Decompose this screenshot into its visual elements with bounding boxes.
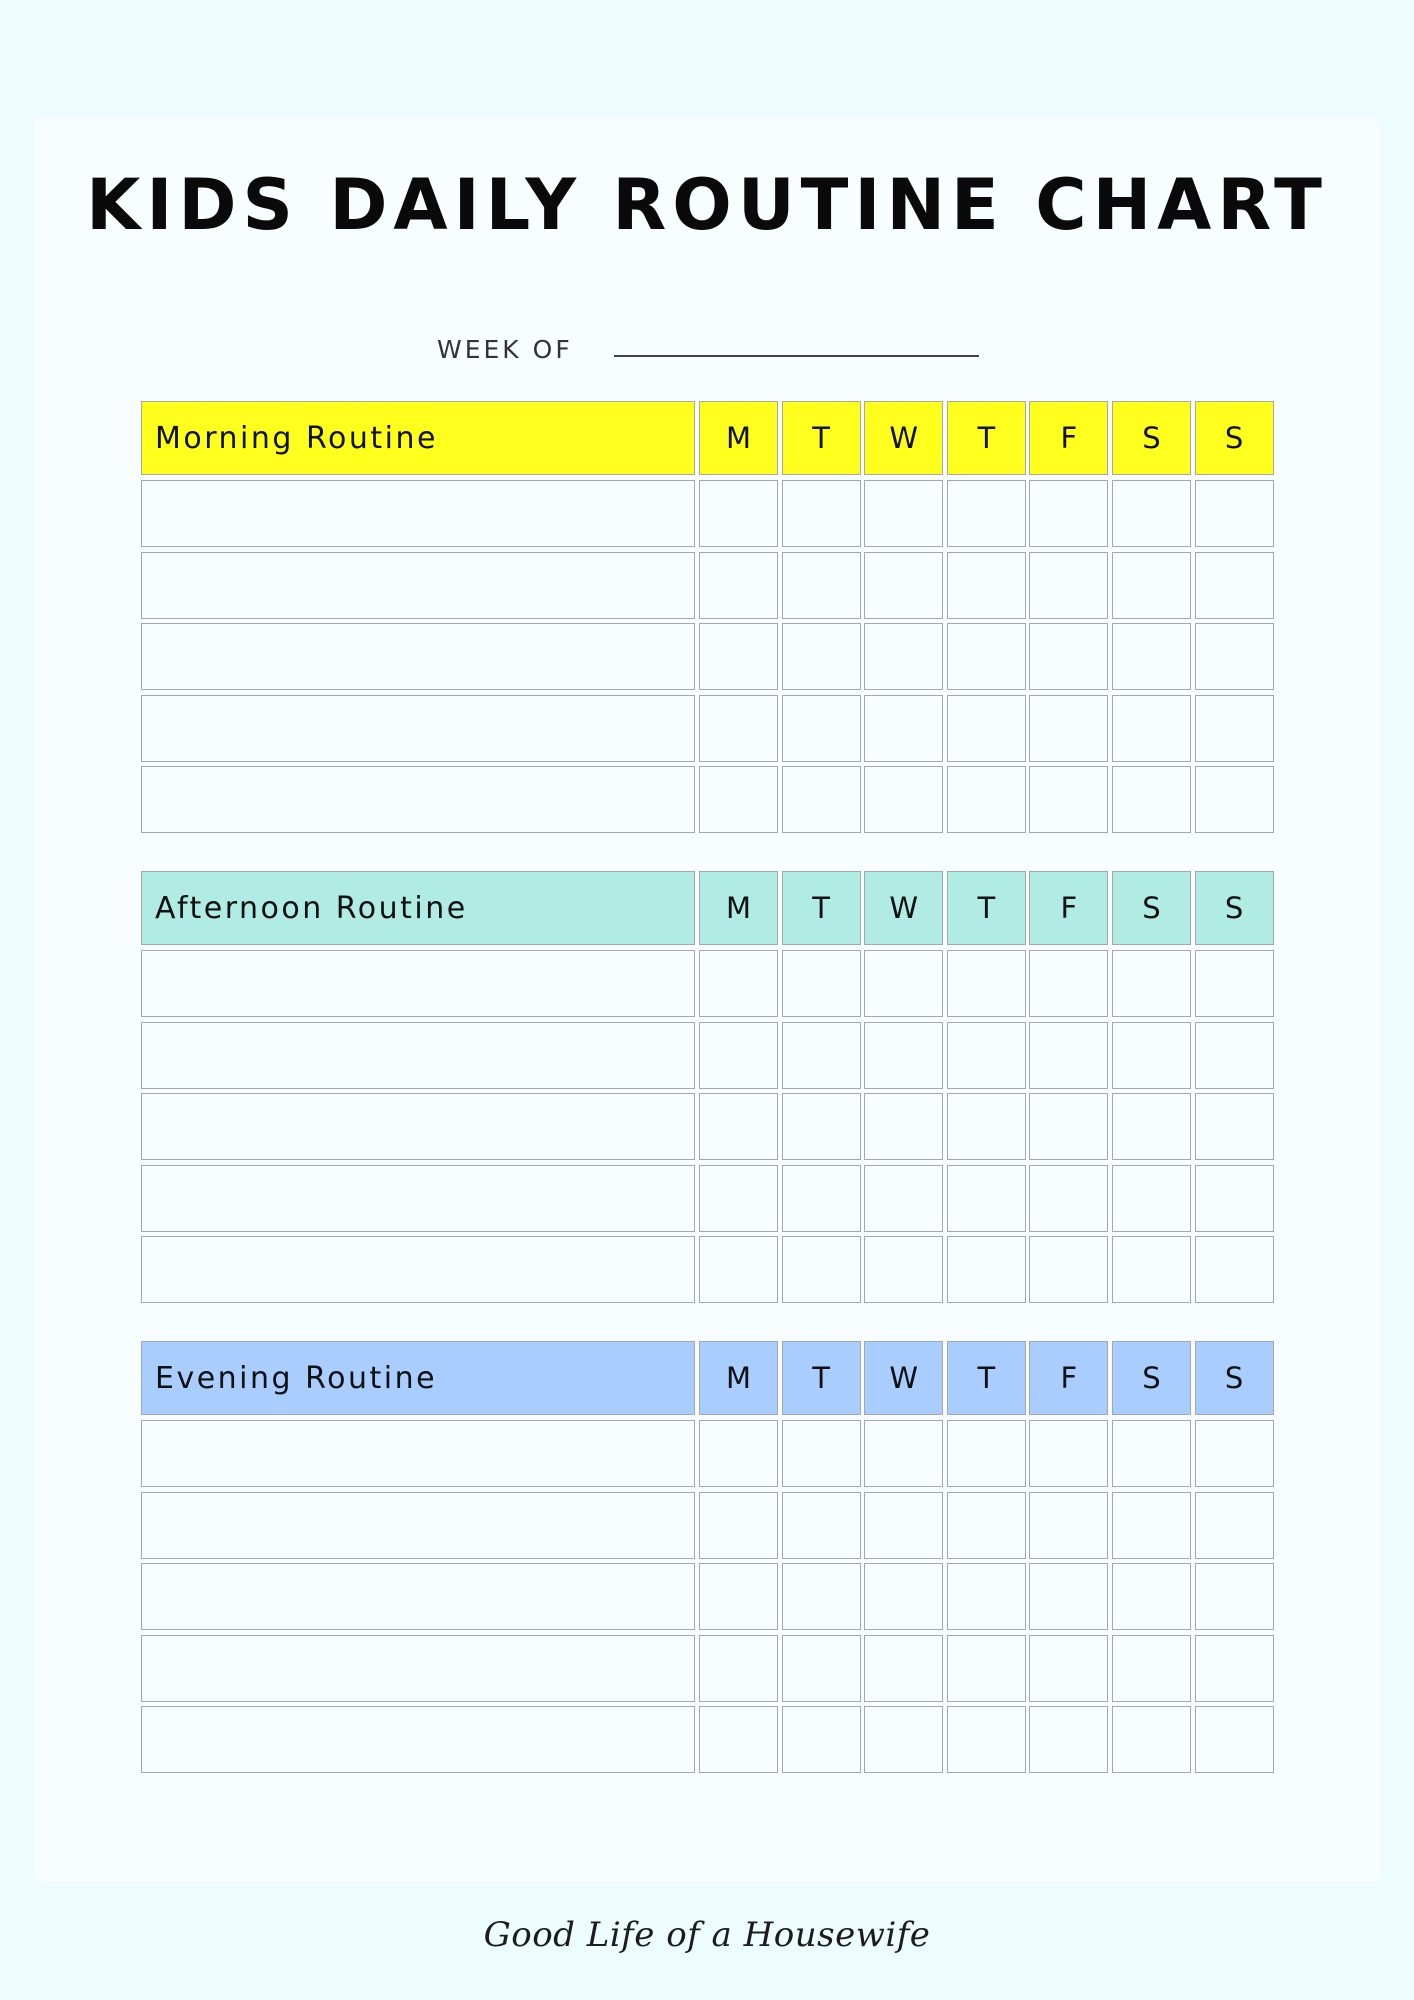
day-header: M	[699, 401, 778, 475]
day-checkbox-cell[interactable]	[947, 623, 1026, 690]
day-checkbox-cell[interactable]	[782, 1635, 861, 1702]
evening-routine-table	[141, 1341, 1274, 1773]
day-checkbox-cell[interactable]	[864, 1420, 943, 1487]
footer-signature: Good Life of a Housewife	[483, 1915, 931, 1955]
day-checkbox-cell[interactable]	[699, 1706, 778, 1773]
day-checkbox-cell[interactable]	[782, 1563, 861, 1630]
day-checkbox-cell[interactable]	[947, 766, 1026, 833]
task-cell[interactable]	[141, 552, 695, 619]
task-cell[interactable]	[141, 1022, 695, 1089]
day-checkbox-cell[interactable]	[782, 552, 861, 619]
day-checkbox-cell[interactable]	[1195, 1635, 1274, 1702]
task-cell[interactable]	[141, 480, 695, 547]
day-checkbox-cell[interactable]	[1112, 695, 1191, 762]
day-checkbox-cell[interactable]	[1195, 1236, 1274, 1303]
day-checkbox-cell[interactable]	[947, 1420, 1026, 1487]
day-checkbox-cell[interactable]	[947, 552, 1026, 619]
day-checkbox-cell[interactable]	[1029, 1563, 1108, 1630]
day-checkbox-cell[interactable]	[864, 766, 943, 833]
day-header: F	[1029, 401, 1108, 475]
day-header: T	[782, 871, 861, 945]
afternoon-routine-table	[141, 871, 1274, 1303]
day-header: W	[864, 401, 943, 475]
day-checkbox-cell[interactable]	[864, 1563, 943, 1630]
day-checkbox-cell[interactable]	[1112, 1420, 1191, 1487]
day-checkbox-cell[interactable]	[699, 1635, 778, 1702]
day-checkbox-cell[interactable]	[699, 695, 778, 762]
day-checkbox-cell[interactable]	[782, 1706, 861, 1773]
task-cell[interactable]	[141, 1492, 695, 1559]
day-header: W	[864, 1341, 943, 1415]
day-header: S	[1195, 1341, 1274, 1415]
day-checkbox-cell[interactable]	[782, 623, 861, 690]
day-checkbox-cell[interactable]	[699, 480, 778, 547]
day-checkbox-cell[interactable]	[1112, 1563, 1191, 1630]
day-checkbox-cell[interactable]	[864, 1236, 943, 1303]
day-checkbox-cell[interactable]	[1029, 1706, 1108, 1773]
day-checkbox-cell[interactable]	[1195, 1706, 1274, 1773]
day-checkbox-cell[interactable]	[699, 1492, 778, 1559]
day-checkbox-cell[interactable]	[1029, 1236, 1108, 1303]
day-checkbox-cell[interactable]	[699, 1093, 778, 1160]
task-cell[interactable]	[141, 950, 695, 1017]
day-checkbox-cell[interactable]	[782, 1093, 861, 1160]
day-checkbox-cell[interactable]	[1029, 950, 1108, 1017]
day-checkbox-cell[interactable]	[1029, 1093, 1108, 1160]
day-checkbox-cell[interactable]	[1195, 552, 1274, 619]
day-header: T	[947, 401, 1026, 475]
day-checkbox-cell[interactable]	[699, 1420, 778, 1487]
day-checkbox-cell[interactable]	[864, 1635, 943, 1702]
task-cell[interactable]	[141, 1236, 695, 1303]
day-checkbox-cell[interactable]	[1029, 552, 1108, 619]
day-header: T	[947, 871, 1026, 945]
day-checkbox-cell[interactable]	[1029, 623, 1108, 690]
day-checkbox-cell[interactable]	[782, 1420, 861, 1487]
task-cell[interactable]	[141, 1093, 695, 1160]
day-checkbox-cell[interactable]	[1195, 950, 1274, 1017]
day-checkbox-cell[interactable]	[947, 1492, 1026, 1559]
day-checkbox-cell[interactable]	[864, 623, 943, 690]
morning-routine-table	[141, 401, 1274, 833]
task-cell[interactable]	[141, 1706, 695, 1773]
day-checkbox-cell[interactable]	[1195, 766, 1274, 833]
day-checkbox-cell[interactable]	[699, 1563, 778, 1630]
day-checkbox-cell[interactable]	[1195, 1093, 1274, 1160]
task-cell[interactable]	[141, 1635, 695, 1702]
day-checkbox-cell[interactable]	[1029, 766, 1108, 833]
day-checkbox-cell[interactable]	[1112, 552, 1191, 619]
day-checkbox-cell[interactable]	[1195, 623, 1274, 690]
day-checkbox-cell[interactable]	[864, 1093, 943, 1160]
day-checkbox-cell[interactable]	[782, 695, 861, 762]
day-checkbox-cell[interactable]	[1112, 623, 1191, 690]
day-checkbox-cell[interactable]	[699, 1165, 778, 1232]
day-checkbox-cell[interactable]	[1195, 480, 1274, 547]
day-checkbox-cell[interactable]	[1112, 1165, 1191, 1232]
day-checkbox-cell[interactable]	[782, 950, 861, 1017]
day-checkbox-cell[interactable]	[947, 695, 1026, 762]
day-header: W	[864, 871, 943, 945]
day-checkbox-cell[interactable]	[1029, 1492, 1108, 1559]
day-checkbox-cell[interactable]	[782, 1492, 861, 1559]
page-title: KIDS DAILY ROUTINE CHART	[86, 164, 1328, 246]
day-checkbox-cell[interactable]	[699, 766, 778, 833]
day-checkbox-cell[interactable]	[1029, 1022, 1108, 1089]
day-checkbox-cell[interactable]	[1195, 695, 1274, 762]
day-checkbox-cell[interactable]	[1195, 1420, 1274, 1487]
task-cell[interactable]	[141, 623, 695, 690]
day-checkbox-cell[interactable]	[782, 480, 861, 547]
day-checkbox-cell[interactable]	[699, 1022, 778, 1089]
day-checkbox-cell[interactable]	[947, 1022, 1026, 1089]
task-cell[interactable]	[141, 1563, 695, 1630]
day-checkbox-cell[interactable]	[947, 480, 1026, 547]
day-header: M	[699, 1341, 778, 1415]
day-checkbox-cell[interactable]	[1112, 480, 1191, 547]
day-checkbox-cell[interactable]	[1112, 1706, 1191, 1773]
day-checkbox-cell[interactable]	[782, 1165, 861, 1232]
day-checkbox-cell[interactable]	[782, 1022, 861, 1089]
day-checkbox-cell[interactable]	[947, 1563, 1026, 1630]
morning-routine-header: Morning Routine	[141, 401, 695, 475]
day-header: M	[699, 871, 778, 945]
day-checkbox-cell[interactable]	[782, 1236, 861, 1303]
day-checkbox-cell[interactable]	[699, 623, 778, 690]
day-checkbox-cell[interactable]	[1112, 1093, 1191, 1160]
day-checkbox-cell[interactable]	[1112, 766, 1191, 833]
day-checkbox-cell[interactable]	[864, 480, 943, 547]
day-header: S	[1195, 401, 1274, 475]
day-checkbox-cell[interactable]	[947, 1236, 1026, 1303]
day-checkbox-cell[interactable]	[1112, 950, 1191, 1017]
day-checkbox-cell[interactable]	[1029, 1165, 1108, 1232]
day-checkbox-cell[interactable]	[864, 695, 943, 762]
day-checkbox-cell[interactable]	[1195, 1165, 1274, 1232]
day-checkbox-cell[interactable]	[947, 1635, 1026, 1702]
day-checkbox-cell[interactable]	[1112, 1236, 1191, 1303]
day-checkbox-cell[interactable]	[947, 1706, 1026, 1773]
day-checkbox-cell[interactable]	[1112, 1022, 1191, 1089]
day-checkbox-cell[interactable]	[947, 950, 1026, 1017]
day-checkbox-cell[interactable]	[864, 1022, 943, 1089]
task-cell[interactable]	[141, 695, 695, 762]
task-cell[interactable]	[141, 1165, 695, 1232]
afternoon-routine-header: Afternoon Routine	[141, 871, 695, 945]
day-checkbox-cell[interactable]	[864, 950, 943, 1017]
day-checkbox-cell[interactable]	[1195, 1492, 1274, 1559]
day-checkbox-cell[interactable]	[699, 1236, 778, 1303]
day-header: T	[947, 1341, 1026, 1415]
day-checkbox-cell[interactable]	[1029, 1420, 1108, 1487]
day-checkbox-cell[interactable]	[1112, 1492, 1191, 1559]
task-cell[interactable]	[141, 1420, 695, 1487]
day-checkbox-cell[interactable]	[1029, 695, 1108, 762]
task-cell[interactable]	[141, 766, 695, 833]
day-header: S	[1112, 401, 1191, 475]
day-checkbox-cell[interactable]	[947, 1093, 1026, 1160]
day-header: S	[1195, 871, 1274, 945]
day-checkbox-cell[interactable]	[699, 552, 778, 619]
day-checkbox-cell[interactable]	[782, 766, 861, 833]
day-header: T	[782, 401, 861, 475]
week-of-label: WEEK OF	[437, 335, 573, 364]
day-checkbox-cell[interactable]	[1195, 1022, 1274, 1089]
week-of-blank-line	[614, 355, 979, 357]
evening-routine-header: Evening Routine	[141, 1341, 695, 1415]
day-checkbox-cell[interactable]	[864, 552, 943, 619]
day-checkbox-cell[interactable]	[864, 1492, 943, 1559]
day-checkbox-cell[interactable]	[864, 1165, 943, 1232]
day-checkbox-cell[interactable]	[699, 950, 778, 1017]
day-header: T	[782, 1341, 861, 1415]
day-checkbox-cell[interactable]	[1112, 1635, 1191, 1702]
day-header: S	[1112, 1341, 1191, 1415]
day-checkbox-cell[interactable]	[864, 1706, 943, 1773]
day-header: F	[1029, 1341, 1108, 1415]
day-header: F	[1029, 871, 1108, 945]
day-checkbox-cell[interactable]	[1029, 480, 1108, 547]
day-checkbox-cell[interactable]	[1029, 1635, 1108, 1702]
day-checkbox-cell[interactable]	[1195, 1563, 1274, 1630]
day-header: S	[1112, 871, 1191, 945]
day-checkbox-cell[interactable]	[947, 1165, 1026, 1232]
